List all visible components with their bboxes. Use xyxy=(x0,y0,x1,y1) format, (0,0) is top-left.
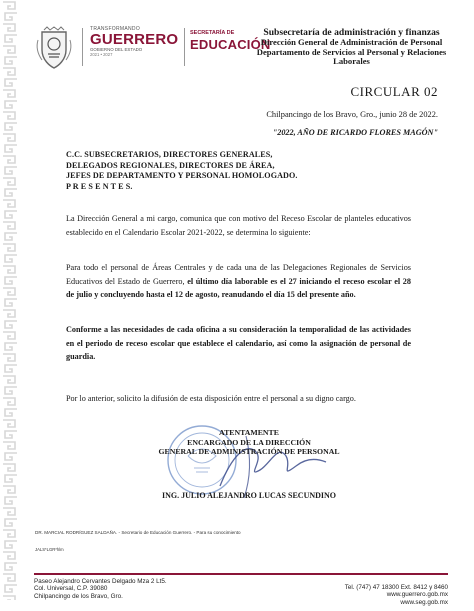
letterhead-header xyxy=(249,28,454,67)
addressee-line: P R E S E N T E S. xyxy=(66,181,133,191)
sep-logo-line2: EDUCACIÓN xyxy=(190,37,271,52)
footer-website-link[interactable]: www.guerrero.gob.mx xyxy=(386,591,448,599)
footer-address-line: Paseo Alejandro Cervantes Delgado Mza 2 Lt5. xyxy=(34,578,167,585)
header-line-1: Subsecretaría de administración y finanzas xyxy=(263,27,440,38)
logo-divider xyxy=(82,28,83,66)
paragraph-bold-text: el último día laborable es el 27 iniciando el receso escolar el 28 de julio y concluyendo hasta el 12 de agosto, reanudando el día 15 del presente año. xyxy=(66,276,411,300)
addressee-block xyxy=(66,150,298,192)
logo-years: 2021 • 2027 xyxy=(90,52,113,57)
body-paragraph-1: La Dirección General a mi cargo, comunica que con motivo del Receso Escolar de planteles educativos establecido en el Calendario Escolar 2021-2022, se determina lo siguiente: xyxy=(66,214,411,237)
signer-title: ENCARGADO DE LA DIRECCIÓN xyxy=(187,437,311,447)
body-paragraph-2 xyxy=(66,261,411,302)
footer-contact xyxy=(345,584,448,606)
state-seal-icon xyxy=(34,26,74,70)
logo-subtitle: GOBIERNO DEL ESTADO xyxy=(90,47,143,52)
sep-logo-line1: SECRETARÍA DE xyxy=(190,30,235,36)
circular-number: CIRCULAR 02 xyxy=(350,84,438,99)
cc-line: DR. MARCIAL RODRÍGUEZ SALDAÑA. - Secretario de Educación Guerrero. - Para su conocimiento xyxy=(35,530,241,535)
header-line-3: Departamento de Servicios al Personal y Relaciones xyxy=(256,46,447,57)
footer-address-line: Col. Universal, C.P. 39080 xyxy=(34,585,108,593)
body-paragraph-4: Por lo anterior, solicito la difusión de esta disposición entre el personal a su digno cargo. xyxy=(66,394,356,403)
signer-name: ING. JULIO ALEJANDRO LUCAS SECUNDINO xyxy=(161,491,337,500)
footer-address xyxy=(34,578,167,600)
logo-tagline: TRANSFORMANDO xyxy=(90,26,141,32)
body-paragraph-3: Conforme a las necesidades de cada oficina a su consideración la temporalidad de las actividades en el periodo de receso escolar que establece el calendario, así como la asignación de personal de guardia. xyxy=(66,325,411,362)
place-date: Chilpancingo de los Bravo, Gro., junio 28 de 2022. xyxy=(266,110,438,119)
header-line-2: Dirección General de Administración de Personal xyxy=(260,36,443,47)
signature-block xyxy=(150,428,348,457)
decorative-pattern-strip xyxy=(0,0,20,600)
addressee-line: C.C. SUBSECRETARIOS, DIRECTORES GENERALES, xyxy=(66,150,273,159)
logo-divider xyxy=(184,28,185,66)
year-motto: "2022, AÑO DE RICARDO FLORES MAGÓN" xyxy=(272,128,438,137)
footer-website-link[interactable]: www.seg.gob.mx xyxy=(400,598,448,606)
reference-code: JALS*LGR*hlm xyxy=(35,547,64,552)
addressee-line: JEFES DE DEPARTAMENTO Y PERSONAL HOMOLOGADO. xyxy=(66,171,298,180)
paragraph-text: Para todo el personal de Áreas Centrales y de cada una de las Delegaciones Regionales de Servicios Educativos del Estado de Guerrero, xyxy=(66,263,411,286)
logo-state-name: GUERRERO xyxy=(90,31,179,48)
footer-address-line: Chilpancingo de los Bravo, Gro. xyxy=(34,592,123,600)
guerrero-government-logo xyxy=(90,26,182,66)
footer-divider xyxy=(34,573,448,575)
footer-phone: Tel. (747) 47 18300 Ext. 8412 y 8460 xyxy=(344,584,448,591)
addressee-line: DELEGADOS REGIONALES, DIRECTORES DE ÁREA, xyxy=(66,160,275,170)
closing-text: ATENTAMENTE xyxy=(219,428,279,437)
signer-title: GENERAL DE ADMINISTRACIÓN DE PERSONAL xyxy=(158,447,340,457)
header-line-4: Laborales xyxy=(333,56,370,67)
